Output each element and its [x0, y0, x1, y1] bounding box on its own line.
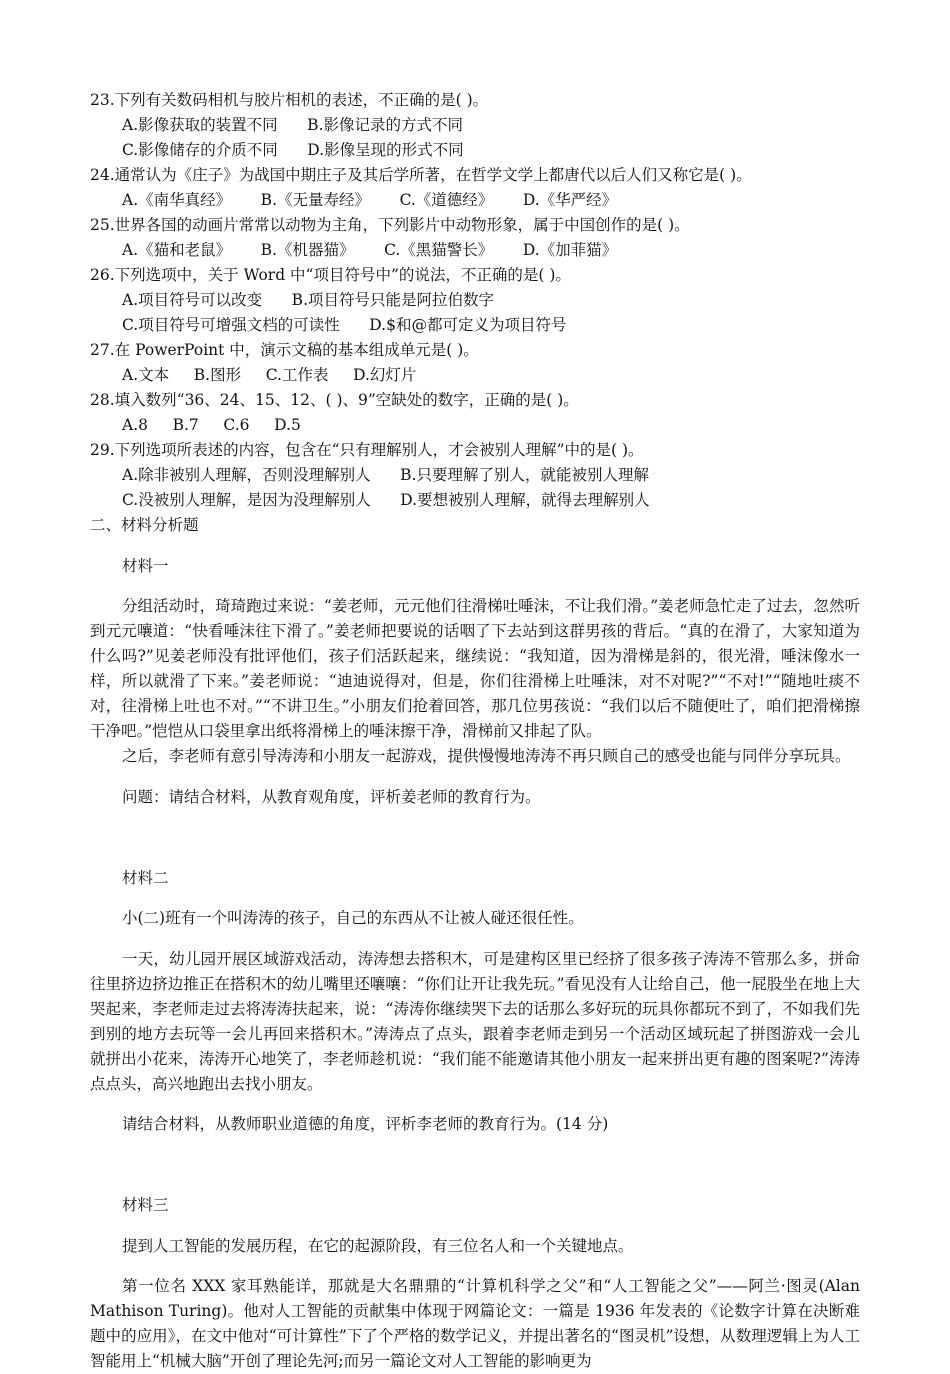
- question-options: C.没被别人理解，是因为没理解别人 D.要想被别人理解，就得去理解别人: [122, 491, 650, 509]
- material-paragraph: 之后，李老师有意引导涛涛和小朋友一起游戏，提供慢慢地涛涛不再只顾自己的感受也能与同伴分享玩具。: [122, 747, 851, 765]
- question-stem: 23.下列有关数码相机与胶片相机的表述，不正确的是( )。: [90, 91, 489, 109]
- material-question: 请结合材料，从教师职业道德的角度，评析李老师的教育行为。(14 分): [122, 1115, 609, 1133]
- question-stem: 27.在 PowerPoint 中，演示文稿的基本组成单元是( )。: [90, 341, 479, 359]
- question-stem: 26.下列选项中，关于 Word 中“项目符号中”的说法，不正确的是( )。: [90, 266, 571, 284]
- question-25: [90, 213, 860, 263]
- material-paragraph: 一天，幼儿园开展区域游戏活动，涛涛想去搭积木，可是建构区里已经挤了很多孩子涛涛不管那么多，拼命往里挤边挤边推正在搭积木的幼儿嘴里还嚷嚷：“你们让开让我先玩。”看见没有人让给自己，他一屁股坐在地上大哭起来，李老师走过去将涛涛扶起来，说：“涛涛你继续哭下去的话那么多好玩的玩具你都玩不到了，不如我们先到别的地方去玩等一会儿再回来搭积木。”涛涛点了点头，跟着李老师走到另一个活动区域玩起了拼图游戏一会儿就拼出小花来，涛涛开心地笑了，李老师趁机说：“我们能不能邀请其他小朋友一起来拼出更有趣的图案呢?”涛涛点点头，高兴地跑出去找小朋友。: [90, 949, 860, 1093]
- question-options: A.项目符号可以改变 B.项目符号只能是阿拉伯数字: [122, 291, 495, 309]
- material-label: 材料三: [122, 1196, 169, 1214]
- question-23: [90, 88, 860, 163]
- question-stem: 28.填入数列“36、24、15、12、( )、9”空缺处的数字，正确的是( )。: [90, 391, 579, 409]
- material-paragraph: 小(二)班有一个叫涛涛的孩子，自己的东西从不让被人碰还很任性。: [122, 909, 584, 927]
- question-29: [90, 438, 860, 513]
- material-1: [90, 554, 860, 810]
- question-stem: 29.下列选项所表述的内容，包含在“只有理解别人，才会被别人理解”中的是( )。: [90, 441, 644, 459]
- question-27: [90, 338, 860, 388]
- question-28: [90, 388, 860, 438]
- question-stem: 25.世界各国的动画片常常以动物为主角，下列影片中动物形象，属于中国创作的是( )。: [90, 216, 690, 234]
- spacer: [90, 825, 860, 850]
- question-24: [90, 163, 860, 213]
- material-3: [90, 1193, 860, 1374]
- material-question: 问题：请结合材料，从教育观角度，评析姜老师的教育行为。: [122, 787, 541, 806]
- spacer: [90, 1153, 860, 1178]
- question-options: A.除非被别人理解，否则没理解别人 B.只要理解了别人，就能被别人理解: [122, 466, 650, 484]
- section-title: 二、材料分析题: [90, 516, 199, 534]
- question-options: C.项目符号可增强文档的可读性 D.$和@都可定义为项目符号: [122, 316, 567, 334]
- question-stem: 24.通常认为《庄子》为战国中期庄子及其后学所著，在哲学文学上都唐代以后人们又称它是( )。: [90, 166, 752, 184]
- material-paragraph: 分组活动时，琦琦跑过来说：“姜老师，元元他们往滑梯吐唾沫，不让我们滑。”姜老师急忙走了过去，忽然听到元元嚷道：“快看唾沫往下滑了。”姜老师把要说的话咽了下去站到这群男孩的背后。“真的在滑了，大家知道为什么吗?”见姜老师没有批评他们，孩子们活跃起来，继续说：“我知道，因为滑梯是斜的，很光滑，唾沫像水一样，所以就滑了下来。”姜老师说：“迪迪说得对，但是，你们往滑梯上吐唾沫，对不对呢?”“不对!”“随地吐痰不对，往滑梯上吐也不对。”“不讲卫生。”小朋友们抢着回答，那几位男孩说：“我们以后不随便吐了，咱们把滑梯擦干净吧。”恺恺从口袋里拿出纸将滑梯上的唾沫擦干净，滑梯前又排起了队。: [90, 597, 860, 740]
- question-options: C.影像储存的介质不同 D.影像呈现的形式不同: [122, 141, 464, 159]
- material-paragraph: 提到人工智能的发展历程，在它的起源阶段，有三位名人和一个关键地点。: [122, 1236, 634, 1255]
- question-options: A.《猫和老鼠》 B.《机器猫》 C.《黑猫警长》 D.《加菲猫》: [122, 241, 618, 259]
- question-options: A.影像获取的装置不同 B.影像记录的方式不同: [122, 116, 464, 134]
- document-page: [90, 88, 860, 1374]
- material-paragraph: 第一位名 XXX 家耳熟能详，那就是大名鼎鼎的“计算机科学之父”和“人工智能之父”——阿兰·图灵(Alan Mathison Turing)。他对人工智能的贡献集中体现于网篇论文：一篇是 1936 年发表的《论数字计算在决断难题中的应用》，在文中他对“可计算性”下了个严格的数学记义，并提出著名的“图灵机”设想，从数理逻辑上为人工智能用上“机械大脑”开创了理论先河;而另一篇论文对人工智能的影响更为: [90, 1277, 860, 1370]
- question-options: A.文本 B.图形 C.工作表 D.幻灯片: [122, 366, 417, 384]
- material-label: 材料一: [122, 556, 169, 575]
- question-options: A.8 B.7 C.6 D.5: [122, 416, 301, 434]
- material-label: 材料二: [122, 868, 169, 887]
- material-2: [90, 866, 860, 1138]
- question-26: [90, 263, 860, 338]
- question-options: A.《南华真经》 B.《无量寿经》 C.《道德经》 D.《华严经》: [122, 191, 618, 209]
